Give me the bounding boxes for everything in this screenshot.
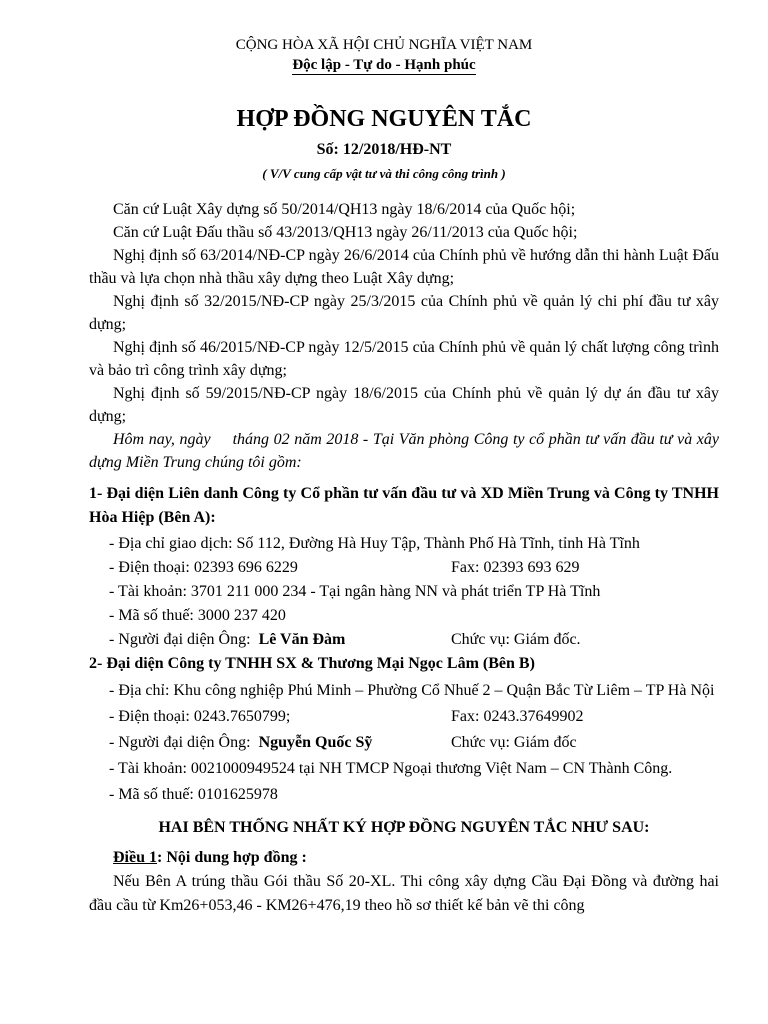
party-b-address: - Địa chỉ: Khu công nghiệp Phú Minh – Phường Cổ Nhuế 2 – Quận Bắc Từ Liêm – TP Hà Nội — [109, 682, 715, 699]
article-1-title: : Nội dung hợp đồng : — [157, 849, 307, 866]
today-paragraph — [89, 428, 719, 474]
party-a-address: - Địa chỉ giao dịch: Số 112, Đường Hà Huy Tập, Thành Phố Hà Tĩnh, tỉnh Hà Tĩnh — [109, 535, 640, 552]
article-1-heading — [89, 846, 719, 870]
party-a-account: - Tài khoản: 3701 211 000 234 - Tại ngân hàng NN và phát triển TP Hà Tĩnh — [109, 583, 601, 600]
basis-3: Nghị định số 63/2014/NĐ-CP ngày 26/6/2014 của Chính phủ về hướng dẫn thi hành Luật Đấu thầu và lựa chọn nhà thầu xây dựng theo Luật Xây dựng; — [89, 247, 719, 287]
party-a-phone: - Điện thoại: 02393 696 6229 — [109, 559, 298, 576]
contract-title: HỢP ĐỒNG NGUYÊN TẮC — [236, 106, 532, 132]
national-motto — [0, 57, 768, 74]
party-b-fax: Fax: 0243.37649902 — [451, 708, 584, 725]
party-a-tax: - Mã số thuế: 3000 237 420 — [109, 607, 286, 624]
party-a-contact-row — [89, 556, 719, 580]
basis-1: Căn cứ Luật Xây dựng số 50/2014/QH13 ngày 18/6/2014 của Quốc hội; — [113, 201, 576, 218]
party-b-rep-label: - Người đại diện Ông: — [109, 734, 251, 751]
party-b-tax: - Mã số thuế: 0101625978 — [109, 786, 278, 803]
basis-5: Nghị định số 46/2015/NĐ-CP ngày 12/5/2015 của Chính phủ về quản lý chất lượng công trình và bảo trì công trình xây dựng; — [89, 339, 719, 379]
party-a-rep — [109, 628, 345, 651]
party-a-rep-row — [89, 628, 719, 652]
party-a-fax: Fax: 02393 693 629 — [451, 559, 580, 576]
party-b-contact-row — [89, 704, 719, 730]
party-b-rep-name: Nguyễn Quốc Sỹ — [258, 734, 373, 751]
party-a-rep-label: - Người đại diện Ông: — [109, 631, 251, 648]
party-a-rep-name: Lê Văn Đàm — [258, 631, 346, 648]
contract-body — [89, 198, 719, 918]
motto-text: Độc lập - Tự do - Hạnh phúc — [292, 57, 476, 73]
agreement-heading: HAI BÊN THỐNG NHẤT KÝ HỢP ĐỒNG NGUYÊN TẮC NHƯ SAU: — [158, 819, 650, 836]
party-b-rep-row — [89, 730, 719, 756]
party-b-heading: 2- Đại diện Công ty TNHH SX & Thương Mại Ngọc Lâm (Bên B) — [89, 655, 535, 672]
party-b-account: - Tài khoản: 0021000949524 tại NH TMCP Ngoại thương Việt Nam – CN Thành Công. — [109, 760, 673, 777]
basis-4: Nghị định số 32/2015/NĐ-CP ngày 25/3/2015 của Chính phủ về quản lý chi phí đầu tư xây dựng; — [89, 293, 719, 333]
today-part1: Hôm nay, ngày — [113, 431, 211, 448]
contract-number: Số: 12/2018/HĐ-NT — [316, 141, 452, 158]
party-a-heading: 1- Đại diện Liên danh Công ty Cổ phần tư vấn đầu tư và XD Miền Trung và Công ty TNHH Hòa Hiệp (Bên A): — [89, 485, 719, 526]
party-b-rep — [109, 730, 372, 756]
today-part2: tháng 02 năm 2018 - Tại Văn phòng Công ty cổ phần tư vấn đầu tư và xây dựng Miền Trung chúng tôi gồm: — [89, 431, 719, 471]
article-1-text: Nếu Bên A trúng thầu Gói thầu Số 20-XL. Thi công xây dựng Cầu Đại Đồng và đường hai đầu cầu từ Km26+053,46 - KM26+476,19 theo hồ sơ thiết kế bản vẽ thi công — [89, 873, 719, 914]
basis-6: Nghị định số 59/2015/NĐ-CP ngày 18/6/2015 của Chính phủ về quản lý dự án đầu tư xây dựng; — [89, 385, 719, 425]
party-a-position: Chức vụ: Giám đốc. — [451, 631, 581, 648]
national-title: CỘNG HÒA XÃ HỘI CHỦ NGHĨA VIỆT NAM — [235, 37, 533, 53]
article-1-label: Điều 1 — [113, 849, 157, 866]
basis-2: Căn cứ Luật Đấu thầu số 43/2013/QH13 ngày 26/11/2013 của Quốc hội; — [113, 224, 578, 241]
contract-subject: ( V/V cung cấp vật tư và thi công công trình ) — [262, 166, 506, 181]
party-b-position: Chức vụ: Giám đốc — [451, 734, 577, 751]
party-b-phone: - Điện thoại: 0243.7650799; — [109, 708, 291, 725]
